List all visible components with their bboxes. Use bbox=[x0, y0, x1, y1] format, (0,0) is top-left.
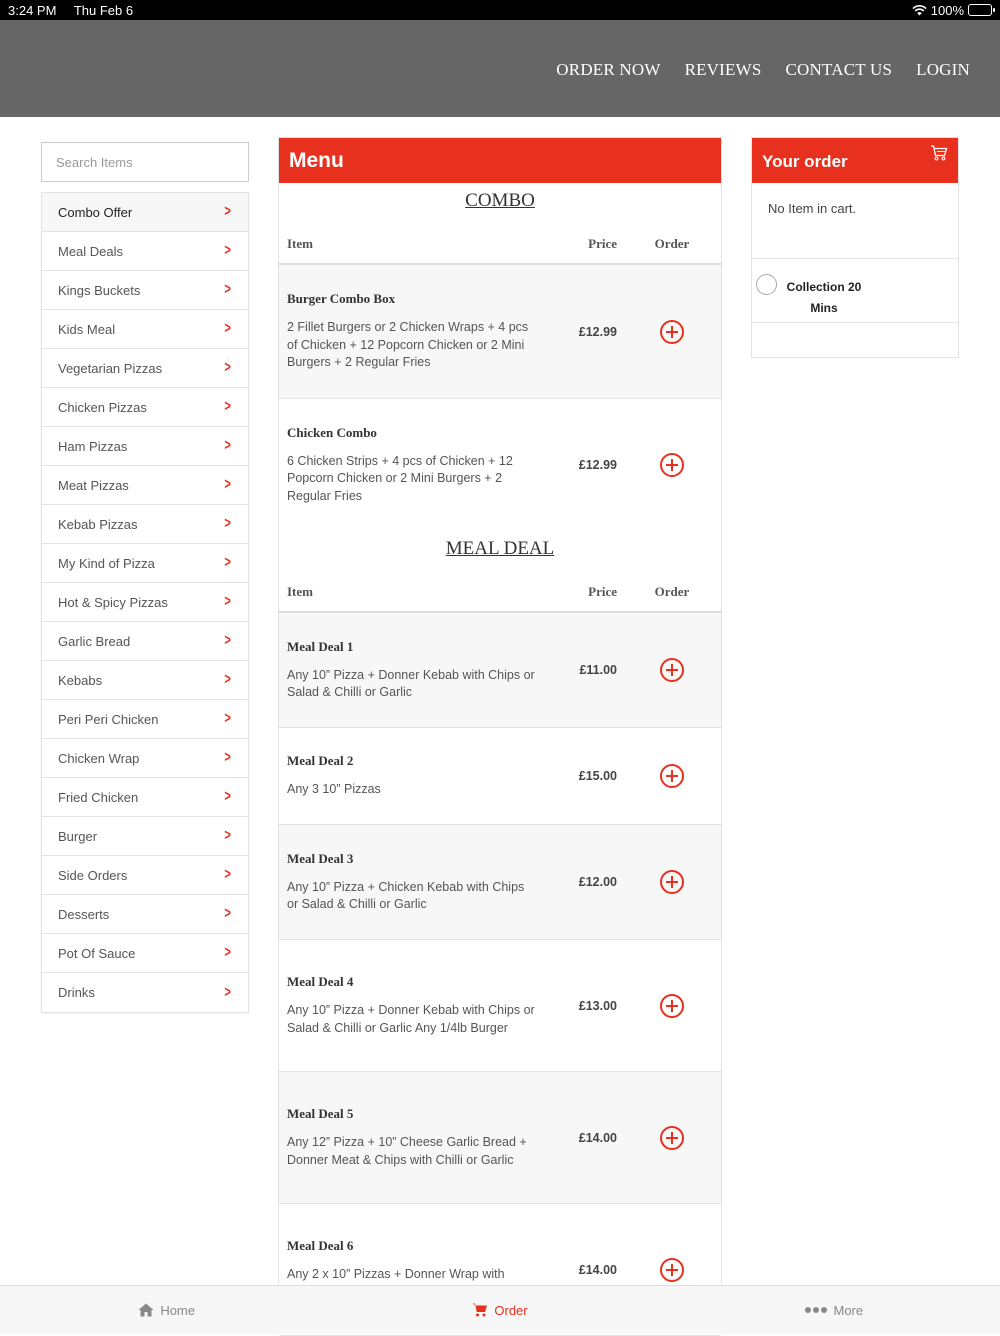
menu-item-description: Any 2 x 10” Pizzas + Donner Wrap with bbox=[287, 1267, 505, 1281]
add-to-cart-icon[interactable] bbox=[660, 1126, 684, 1150]
chevron-right-icon: > bbox=[224, 593, 231, 610]
menu-item-row bbox=[279, 399, 721, 531]
nav-login[interactable]: LOGIN bbox=[916, 60, 970, 79]
sidebar-item-label: Kids Meal bbox=[58, 321, 116, 337]
menu-item-description: Any 10” Pizza + Donner Kebab with Chips or Salad & Chilli or Garlic bbox=[287, 667, 535, 699]
add-to-cart-icon[interactable] bbox=[660, 994, 684, 1018]
sidebar-item-label: Fried Chicken bbox=[58, 789, 139, 805]
menu-item-name: Meal Deal 5 bbox=[287, 1106, 354, 1121]
battery-percent: 100% bbox=[930, 2, 964, 18]
menu-item-price: £12.99 bbox=[578, 458, 617, 472]
chevron-right-icon: > bbox=[224, 320, 231, 337]
menu-item-row bbox=[279, 728, 721, 825]
chevron-right-icon: > bbox=[224, 788, 231, 805]
menu-item-price: £14.00 bbox=[578, 1262, 617, 1277]
section-title-combo: COMBO bbox=[465, 190, 535, 211]
column-item: Item bbox=[287, 584, 313, 599]
menu-item-description: Any 3 10” Pizzas bbox=[287, 782, 381, 797]
chevron-right-icon: > bbox=[224, 398, 231, 415]
home-icon bbox=[138, 1303, 154, 1317]
chevron-right-icon: > bbox=[224, 242, 231, 259]
sidebar-item-label: Ham Pizzas bbox=[58, 438, 128, 454]
menu-item-price: £12.99 bbox=[578, 324, 617, 339]
sidebar-item-meat-pizzas[interactable] bbox=[42, 466, 248, 505]
nav-order-now[interactable]: ORDER NOW bbox=[556, 60, 661, 79]
sidebar-item-label: Combo Offer bbox=[58, 204, 133, 220]
menu-item-name: Meal Deal 1 bbox=[287, 638, 354, 654]
chevron-right-icon: > bbox=[224, 944, 231, 961]
section-title-meal-deal: MEAL DEAL bbox=[445, 538, 555, 559]
menu-item-name: Meal Deal 3 bbox=[287, 850, 354, 866]
column-order: Order bbox=[654, 236, 690, 251]
menu-item-price: £13.00 bbox=[578, 998, 617, 1013]
tab-order-label: Order bbox=[494, 1302, 528, 1318]
sidebar-item-label: Meat Pizzas bbox=[58, 477, 129, 493]
menu-item-description: Any 10” Pizza + Chicken Kebab with Chips or Salad & Chilli or Garlic bbox=[287, 879, 525, 911]
sidebar-item-side-orders[interactable] bbox=[42, 856, 248, 895]
sidebar-item-label: Pot Of Sauce bbox=[58, 945, 136, 961]
wifi-icon bbox=[912, 5, 927, 16]
sidebar-item-garlic-bread[interactable] bbox=[42, 622, 248, 661]
sidebar-item-desserts[interactable] bbox=[42, 895, 248, 934]
tab-order[interactable] bbox=[333, 1286, 666, 1334]
sidebar-item-kids-meal[interactable] bbox=[42, 310, 248, 349]
column-header bbox=[279, 225, 721, 265]
menu-item-row bbox=[279, 613, 721, 728]
sidebar-item-chicken-pizzas[interactable] bbox=[42, 388, 248, 427]
menu-item-name: Meal Deal 2 bbox=[287, 753, 354, 769]
sidebar-item-label: Chicken Wrap bbox=[58, 750, 140, 766]
add-to-cart-icon[interactable] bbox=[660, 764, 684, 788]
sidebar-item-kebabs[interactable] bbox=[42, 661, 248, 700]
sidebar-item-drinks[interactable] bbox=[42, 973, 248, 1012]
chevron-right-icon: > bbox=[224, 671, 231, 688]
tab-more[interactable] bbox=[667, 1286, 1000, 1334]
status-date: Thu Feb 6 bbox=[73, 2, 134, 18]
chevron-right-icon: > bbox=[224, 281, 231, 298]
sidebar-item-label: Garlic Bread bbox=[58, 633, 131, 649]
menu-item-description: Any 10” Pizza + Donner Kebab with Chips or Salad & Chilli or Garlic Any 1/4lb Burger bbox=[287, 1003, 535, 1035]
menu-item-name: Meal Deal 4 bbox=[287, 974, 354, 989]
sidebar-item-label: Desserts bbox=[58, 906, 110, 922]
battery-icon bbox=[968, 4, 992, 16]
menu-panel bbox=[278, 137, 722, 1287]
menu-item-row bbox=[279, 265, 721, 399]
add-to-cart-icon[interactable] bbox=[660, 870, 684, 894]
sidebar-item-kings-buckets[interactable] bbox=[42, 271, 248, 310]
sidebar-item-kebab-pizzas[interactable] bbox=[42, 505, 248, 544]
chevron-right-icon: > bbox=[224, 905, 231, 922]
chevron-right-icon: > bbox=[224, 710, 231, 727]
sidebar-item-my-kind-of-pizza[interactable] bbox=[42, 544, 248, 583]
sidebar-item-label: Meal Deals bbox=[58, 243, 124, 259]
menu-item-row bbox=[279, 1072, 721, 1204]
collection-label: Collection 20 Mins bbox=[786, 280, 862, 315]
status-time: 3:24 PM bbox=[8, 2, 57, 18]
chevron-right-icon: > bbox=[224, 632, 231, 649]
sidebar-item-chicken-wrap[interactable] bbox=[42, 739, 248, 778]
chevron-right-icon: > bbox=[224, 554, 231, 571]
column-price: Price bbox=[588, 584, 617, 599]
column-order: Order bbox=[654, 584, 690, 599]
sidebar-item-hot-spicy-pizzas[interactable] bbox=[42, 583, 248, 622]
add-to-cart-icon[interactable] bbox=[660, 453, 684, 477]
menu-item-name: Burger Combo Box bbox=[287, 291, 396, 307]
sidebar-item-label: Vegetarian Pizzas bbox=[58, 360, 163, 376]
tab-more-label: More bbox=[833, 1302, 864, 1318]
sidebar-item-label: Drinks bbox=[58, 985, 95, 1000]
sidebar-item-ham-pizzas[interactable] bbox=[42, 427, 248, 466]
search-input[interactable] bbox=[41, 142, 249, 182]
column-item: Item bbox=[287, 236, 313, 251]
sidebar-item-label: Kings Buckets bbox=[58, 282, 141, 298]
chevron-right-icon: > bbox=[224, 515, 231, 532]
chevron-right-icon: > bbox=[224, 866, 231, 883]
menu-item-price: £15.00 bbox=[578, 769, 617, 783]
menu-item-description: Any 12” Pizza + 10” Cheese Garlic Bread + Donner Meat & Chips with Chilli or Garlic bbox=[287, 1135, 527, 1167]
sidebar-item-label: Burger bbox=[58, 828, 98, 844]
menu-item-row bbox=[279, 940, 721, 1072]
add-to-cart-icon[interactable] bbox=[660, 320, 684, 344]
sidebar-item-label: Kebab Pizzas bbox=[58, 516, 138, 532]
order-title: Your order bbox=[762, 152, 848, 171]
menu-item-price: £12.00 bbox=[578, 875, 617, 889]
add-to-cart-icon[interactable] bbox=[660, 658, 684, 682]
column-header bbox=[279, 573, 721, 613]
sidebar-item-fried-chicken[interactable] bbox=[42, 778, 248, 817]
chevron-right-icon: > bbox=[224, 359, 231, 376]
tab-home[interactable] bbox=[0, 1286, 333, 1334]
main-nav bbox=[556, 60, 970, 80]
sidebar-item-peri-peri-chicken[interactable] bbox=[42, 700, 248, 739]
menu-title: Menu bbox=[279, 138, 721, 183]
status-bar bbox=[0, 0, 1000, 20]
menu-item-price: £11.00 bbox=[579, 663, 617, 677]
menu-item-name: Chicken Combo bbox=[287, 424, 377, 440]
chevron-right-icon: > bbox=[224, 203, 231, 220]
sidebar-item-label: Chicken Pizzas bbox=[58, 399, 147, 415]
sidebar-item-label: Kebabs bbox=[58, 672, 103, 688]
nav-reviews[interactable]: REVIEWS bbox=[684, 60, 762, 79]
menu-item-description: 6 Chicken Strips + 4 pcs of Chicken + 12 Popcorn Chicken or 2 Mini Burgers + 2 Regular Fries bbox=[287, 453, 513, 503]
sidebar-item-combo-offer[interactable] bbox=[42, 193, 248, 232]
category-list bbox=[41, 192, 249, 1013]
site-header bbox=[0, 20, 1000, 117]
empty-cart-text: No Item in cart. bbox=[752, 183, 958, 259]
cart-icon bbox=[472, 1303, 488, 1317]
add-to-cart-icon[interactable] bbox=[660, 1258, 684, 1282]
order-panel bbox=[751, 137, 959, 358]
collection-radio[interactable] bbox=[756, 274, 777, 295]
tab-home-label: Home bbox=[160, 1302, 195, 1318]
menu-item-price: £14.00 bbox=[578, 1130, 617, 1145]
chevron-right-icon: > bbox=[224, 749, 231, 766]
sidebar-item-label: Hot & Spicy Pizzas bbox=[58, 594, 168, 610]
sidebar-item-vegetarian-pizzas[interactable] bbox=[42, 349, 248, 388]
column-price: Price bbox=[588, 236, 617, 251]
menu-item-description: 2 Fillet Burgers or 2 Chicken Wraps + 4 pcs of Chicken + 12 Popcorn Chicken or 2 Mini Burgers + 2 Regular Fries bbox=[287, 320, 529, 370]
chevron-right-icon: > bbox=[224, 983, 231, 1001]
cart-icon[interactable] bbox=[930, 145, 948, 161]
chevron-right-icon: > bbox=[224, 827, 231, 844]
sidebar-item-label: Side Orders bbox=[58, 867, 128, 883]
sidebar-item-label: Peri Peri Chicken bbox=[58, 711, 159, 727]
chevron-right-icon: > bbox=[224, 476, 231, 493]
menu-item-name: Meal Deal 6 bbox=[287, 1238, 354, 1253]
more-icon bbox=[804, 1306, 828, 1314]
collection-option[interactable] bbox=[752, 259, 958, 323]
sidebar-item-label: My Kind of Pizza bbox=[58, 555, 155, 571]
sidebar-item-pot-of-sauce[interactable] bbox=[42, 934, 248, 973]
sidebar-item-burger[interactable] bbox=[42, 817, 248, 856]
nav-contact-us[interactable]: CONTACT US bbox=[785, 60, 893, 79]
menu-item-row bbox=[279, 825, 721, 940]
sidebar-item-meal-deals[interactable] bbox=[42, 232, 248, 271]
chevron-right-icon: > bbox=[224, 437, 231, 454]
bottom-tab-bar bbox=[0, 1285, 1000, 1334]
